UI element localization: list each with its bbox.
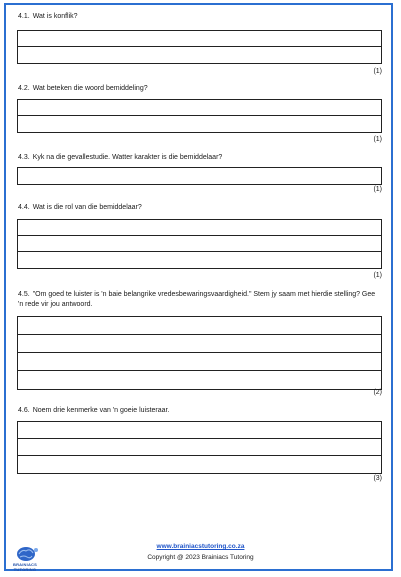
question-4-6: 4.6. Noem drie kenmerke van 'n goeie luisteraar. [18,407,170,414]
answer-line[interactable] [18,252,381,268]
answer-line[interactable] [18,456,381,473]
answer-line[interactable] [18,353,381,371]
answer-line[interactable] [18,317,381,335]
answer-line[interactable] [18,236,381,252]
mark-4-1: (1) [373,68,382,75]
mark-4-5: (2) [373,389,382,396]
website-link[interactable]: www.brainiacstutoring.co.za [156,543,245,550]
mark-4-6: (3) [373,475,382,482]
answer-box-4-6[interactable] [17,421,382,474]
answer-box-4-4[interactable] [17,219,382,269]
question-4-1: 4.1. Wat is konflik? [18,13,78,20]
answer-line[interactable] [18,168,381,184]
logo-wordmark: BRAINIACS TUTORING [12,562,38,572]
answer-box-4-1[interactable] [17,30,382,64]
answer-line[interactable] [18,47,381,63]
answer-line[interactable] [18,439,381,456]
answer-box-4-5[interactable] [17,316,382,390]
answer-line[interactable] [18,422,381,439]
question-4-4: 4.4. Wat is die rol van die bemiddelaar? [18,204,142,211]
answer-line[interactable] [18,371,381,389]
answer-line[interactable] [18,335,381,353]
answer-box-4-3[interactable] [17,167,382,185]
mark-4-3: (1) [373,186,382,193]
mark-4-4: (1) [373,272,382,279]
answer-line[interactable] [18,116,381,132]
question-4-2: 4.2. Wat beteken die woord bemiddeling? [18,85,148,92]
copyright-text: Copyright @ 2023 Brainiacs Tutoring [147,554,254,561]
answer-line[interactable] [18,31,381,47]
answer-box-4-2[interactable] [17,99,382,133]
question-4-3: 4.3. Kyk na die gevallestudie. Watter karakter is die bemiddelaar? [18,154,223,161]
question-4-5: 4.5. "Om goed te luister is 'n baie belangrike vredesbewaringsvaardigheid." Stem jy saam met hierdie stelling? Gee 'n rede vir jou antwoord. [18,291,376,308]
answer-line[interactable] [18,100,381,116]
mark-4-2: (1) [373,136,382,143]
answer-line[interactable] [18,220,381,236]
